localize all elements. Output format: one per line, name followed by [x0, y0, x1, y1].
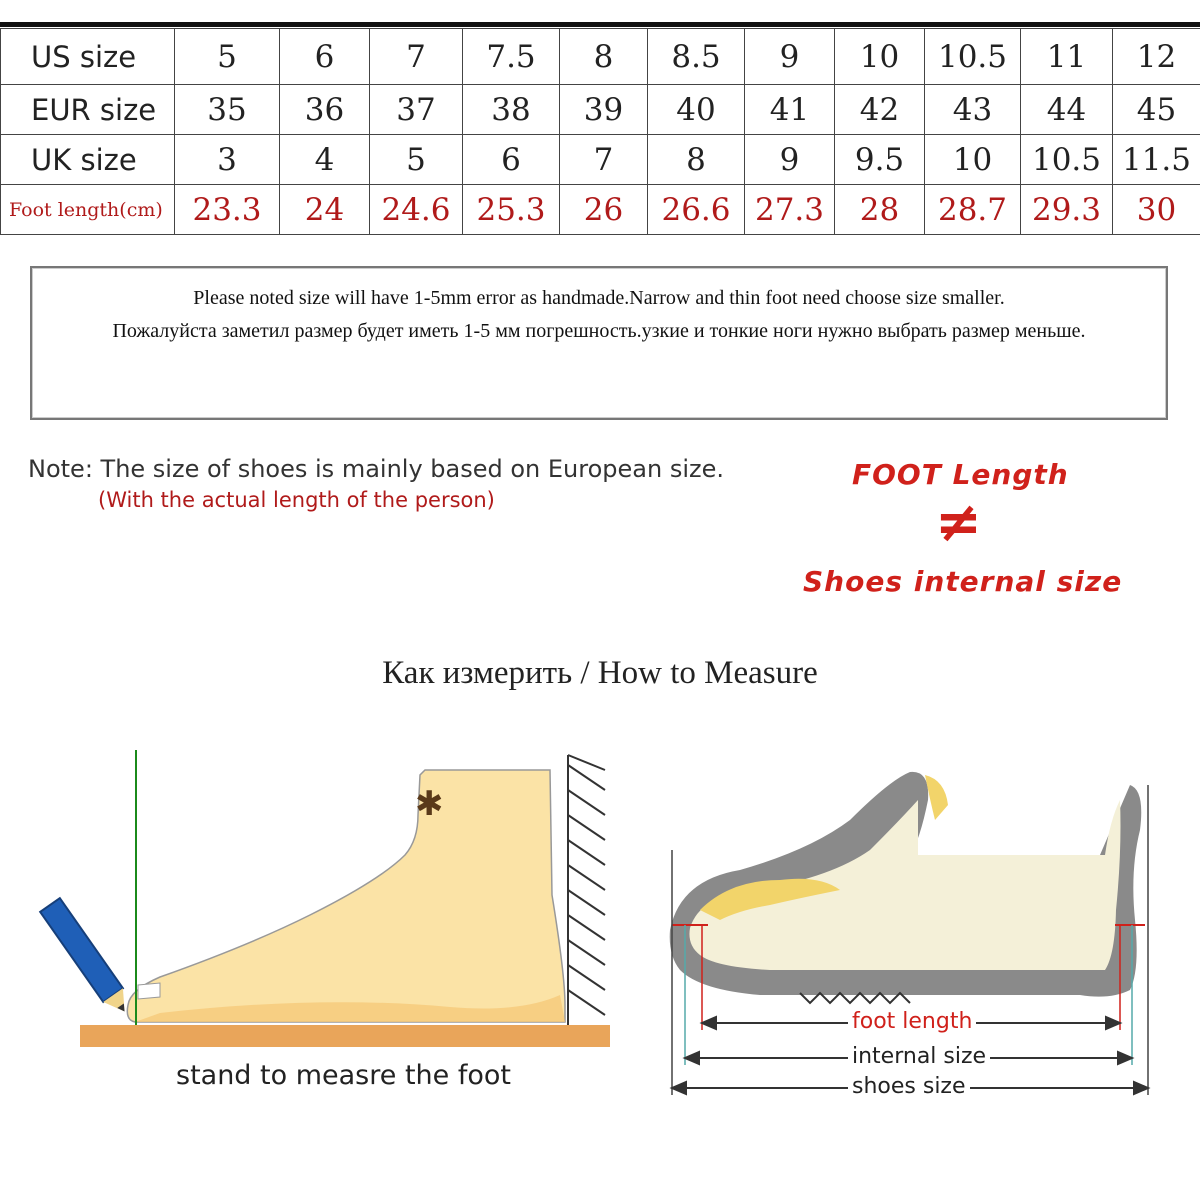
size-cell: 26: [560, 185, 648, 235]
size-cell: 6: [280, 29, 370, 85]
size-cell: 35: [175, 85, 280, 135]
top-rule: [0, 22, 1200, 27]
foot-shape: [127, 770, 565, 1022]
size-cell: 39: [560, 85, 648, 135]
size-cell: 41: [745, 85, 835, 135]
internal-size-label: internal size: [848, 1044, 990, 1069]
size-cell: 24: [280, 185, 370, 235]
size-cell: 28: [835, 185, 925, 235]
size-cell: 8: [648, 135, 745, 185]
not-equal-symbol: ≠: [935, 490, 982, 555]
table-row: [1, 85, 1200, 135]
shoes-internal-heading: Shoes internal size: [803, 565, 1123, 598]
table-row: [1, 185, 1200, 235]
size-cell: 38: [463, 85, 560, 135]
size-cell: 10.5: [1021, 135, 1113, 185]
size-cell: 6: [463, 135, 560, 185]
size-cell: 3: [175, 135, 280, 185]
size-cell: 45: [1113, 85, 1200, 135]
size-cell: 44: [1021, 85, 1113, 135]
shoes-size-label: shoes size: [848, 1074, 970, 1099]
row-label: EUR size: [1, 85, 175, 135]
size-cell: 40: [648, 85, 745, 135]
size-cell: 26.6: [648, 185, 745, 235]
size-cell: 43: [925, 85, 1021, 135]
size-cell: 37: [370, 85, 463, 135]
foot-measure-illustration: [20, 745, 620, 1055]
how-to-measure-title: Как измерить / How to Measure: [382, 655, 818, 691]
handmade-notice: [30, 266, 1168, 420]
size-cell: 25.3: [463, 185, 560, 235]
size-cell: 5: [370, 135, 463, 185]
size-cell: 8.5: [648, 29, 745, 85]
foot-length-heading: FOOT Length: [852, 458, 1069, 491]
row-label: UK size: [1, 135, 175, 185]
table-row: [1, 29, 1200, 85]
size-cell: 24.6: [370, 185, 463, 235]
size-cell: 8: [560, 29, 648, 85]
size-cell: 11.5: [1113, 135, 1200, 185]
actual-length-note: (With the actual length of the person): [98, 488, 495, 512]
size-cell: 30: [1113, 185, 1200, 235]
notice-russian: Пожалуйста заметил размер будет иметь 1-5 мм погрешность.узкие и тонкие ноги нужно выбрать размер меньше.: [112, 320, 1086, 342]
pencil-icon: [40, 898, 134, 1018]
size-cell: 5: [175, 29, 280, 85]
size-cell: 29.3: [1021, 185, 1113, 235]
size-cell: 27.3: [745, 185, 835, 235]
size-cell: 42: [835, 85, 925, 135]
size-cell: 10: [835, 29, 925, 85]
size-cell: 9: [745, 29, 835, 85]
size-cell: 11: [1021, 29, 1113, 85]
notice-english: Please noted size will have 1-5mm error as handmade.Narrow and thin foot need choose size smaller.: [193, 287, 1005, 309]
foot-length-label: foot length: [848, 1009, 976, 1034]
row-label: Foot length(cm): [1, 185, 175, 235]
size-cell: 36: [280, 85, 370, 135]
left-caption: stand to measre the foot: [176, 1060, 511, 1091]
size-cell: 10.5: [925, 29, 1021, 85]
size-cell: 28.7: [925, 185, 1021, 235]
size-cell: 7.5: [463, 29, 560, 85]
european-size-note: Note: The size of shoes is mainly based on European size.: [28, 455, 724, 483]
size-cell: 4: [280, 135, 370, 185]
size-chart-table: [0, 28, 1200, 235]
size-cell: 12: [1113, 29, 1200, 85]
size-cell: 23.3: [175, 185, 280, 235]
size-cell: 9.5: [835, 135, 925, 185]
floor: [80, 1025, 610, 1047]
ankle-mark-icon: ✱: [415, 784, 444, 824]
size-cell: 7: [370, 29, 463, 85]
wall-icon: [568, 755, 605, 1025]
size-cell: 10: [925, 135, 1021, 185]
row-label: US size: [1, 29, 175, 85]
size-cell: 7: [560, 135, 648, 185]
table-row: [1, 135, 1200, 185]
size-cell: 9: [745, 135, 835, 185]
